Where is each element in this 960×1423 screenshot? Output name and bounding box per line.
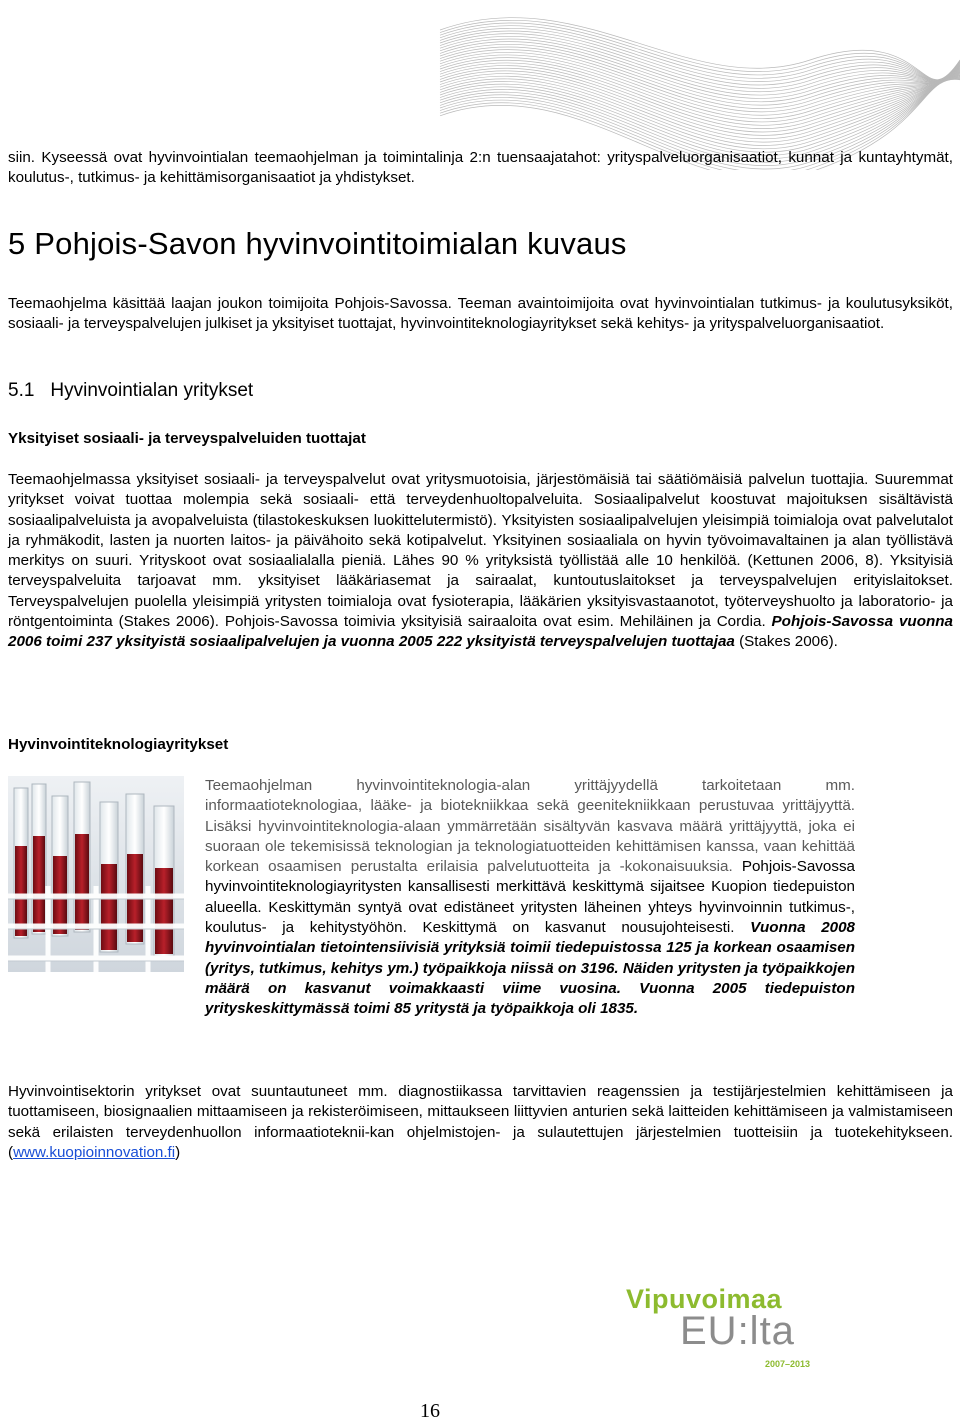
wave-line [440, 68, 960, 132]
vipuvoimaa-eu-logo [626, 1284, 826, 1374]
logo-line-1: Vipuvoimaa [626, 1284, 783, 1314]
private-providers-paragraph [8, 470, 953, 653]
section-intro-paragraph: Teemaohjelma käsittää laajan joukon toimijoita Pohjois-Savossa. Teeman avaintoimijoita ovat hyvinvointialan tutkimus- ja koulutusyksiköt, sosiaali- ja terveyspalvelujen julkiset ja yksityiset tuottajat, hyvinvointiteknologiayritykset sekä kehitys- ja yrityspalveluorganisaatiot. [8, 295, 953, 333]
private-providers-citation: (Stakes 2006). [739, 633, 838, 651]
welfare-tech-emphasis: Vuonna 2008 hyvinvointialan tietointensiivisiä yrityksiä toimii tiedepuistossa 125 ja korkean osaamisen (yritys, tutkimus, kehitys ym.) työpaikkoja niissä on 3196. Näiden yritysten ja työpaikkojen määrä on kasvanut voimakkaasti viime vuosina. Vuonna 2005 tiedepuiston yrityskeskittymässä toimi 85 yritystä ja työpaikkoja oli 1835. [205, 919, 855, 1018]
page-number: 16 [420, 1400, 440, 1422]
logo-line-2: EU:lta [680, 1309, 795, 1353]
logo-years: 2007–2013 [765, 1359, 811, 1369]
welfare-tech-paragraph [205, 776, 855, 1020]
section-title: 5 Pohjois-Savon hyvinvointitoimialan kuvaus [8, 226, 627, 261]
test-tubes-photo [8, 776, 184, 972]
private-providers-heading: Yksityiset sosiaali- ja terveyspalveluiden tuottajat [8, 430, 366, 447]
private-providers-emphasis: Pohjois-Savossa vuonna 2006 toimi 237 yksityistä sosiaalipalvelujen ja vuonna 2005 222 yksityistä terveyspalvelujen tuottajaa [8, 613, 953, 651]
private-providers-text: Teemaohjelmassa yksityiset sosiaali- ja terveyspalvelut ovat yritysmuotoisia, järjestömäisiä tai säätiömäisiä palvelun tuottajia. Suuremmat yritykset voivat tuottaa molempia sekä sosiaali- että terveydenhuoltopalveluita. Sosiaalipalvelut koostuvat majoituksen sisältävistä sosiaalipalveluista ja avopalveluista (tilastokeskuksen luokittelutermistö). Yksityisten sosiaalipalvelujen yleisimpiä toimialoja ovat palvelutalot ja ryhmäkodit, lasten ja nuorten laitos- ja päivähoito sekä kotipalvelut. Yksityinen sosiaaliala on hyvin työvoimavaltainen ja alan työllistävä merkitys on suuri. Yrityskoot ovat sosiaalialalla pieniä. Lähes 90 % yrityksistä työllistää alle 10 henkilöä. (Kettunen 2006, 8). Yksityisiä terveyspalveluita tarjoavat mm. yksityiset lääkäriasemat ja sairaalat, kuntoutuslaitokset ja terveyspalvelujen erityislaitokset. Terveyspalvelujen puolella yleisimpiä yritysten toimialoja ovat fysioterapia, lääkärien yksityisvastaanotot, työterveyshuolto ja laboratorio- ja röntgentoiminta (Stakes 2006). Pohjois-Savossa toimivia yksityisiä sairaaloita ovat esim. Mehiläinen ja Cordia. [8, 471, 953, 631]
welfare-tech-heading: Hyvinvointiteknologiayritykset [8, 736, 229, 753]
subsection-title-text: Hyvinvointialan yritykset [50, 380, 254, 401]
subsection-number: 5.1 [8, 380, 35, 401]
decorative-wave-lines [360, 0, 960, 170]
wave-line [440, 63, 960, 126]
intro-paragraph: siin. Kyseessä ovat hyvinvointialan teemaohjelman ja toimintalinja 2:n tuensaajatahot: yrityspalveluorganisaatiot, kunnat ja kuntayhtymät, koulutus-, tutkimus- ja kehittämisorganisaatiot ja yhdistykset. [8, 149, 953, 187]
closing-text: Hyvinvointisektorin yritykset ovat suuntautuneet mm. diagnostiikassa tarvittavien reagenssien ja testijärjestelmien kehittämiseen ja tuottamiseen, biosignaalien mittaamiseen ja rekisteröimiseen, mittaukseen liittyvien anturien sekä laitteiden kehittämiseen ja valmistamiseen sekä erilaisten terveydenhuollon informaatioteknii-kan ohjelmistojen- ja sulautettujen järjestelmien tuotteisiin ja tuotekehitykseen. [8, 1083, 953, 1141]
closing-paragraph [8, 1082, 953, 1163]
welfare-tech-text: Pohjois-Savossa hyvinvointiteknologiayritysten kansallisesti merkittävä keskittymä sijaitsee Kuopion tiedepuiston alueella. Keskittymän syntyä ovat edistäneet yritysten läheinen yhteys hyvinvoinnin tutkimus-, koulutus- ja kehitystyöhön. Keskittymä on kasvanut nousujohteisesti. [205, 858, 855, 937]
closing-paren-close: ) [175, 1143, 181, 1161]
welfare-tech-definition: Teemaohjelman hyvinvointiteknologia-alan yrittäjyydellä tarkoitetaan mm. informaatioteknologiaa, lääke- ja biotekniikkaa sekä geenitekniikkaan perustuvaa yrittäjyyttä. Lisäksi hyvinvointiteknologia-alaan ymmärretään sisältyvän kasvava määrä yrittäjyyttä, joka ei suoraan ole tekemisissä teknologian ja teknologiatuotteiden kehittämisen kanssa, vaan kehittää korkean osaamisen perustalta erilaisia palvelutuotteita ja -kokonaisuuksia. [205, 777, 855, 876]
kuopioinnovation-link[interactable]: www.kuopioinnovation.fi [13, 1143, 176, 1161]
closing-paren-open: ( [8, 1143, 14, 1161]
subsection-title [8, 380, 253, 402]
